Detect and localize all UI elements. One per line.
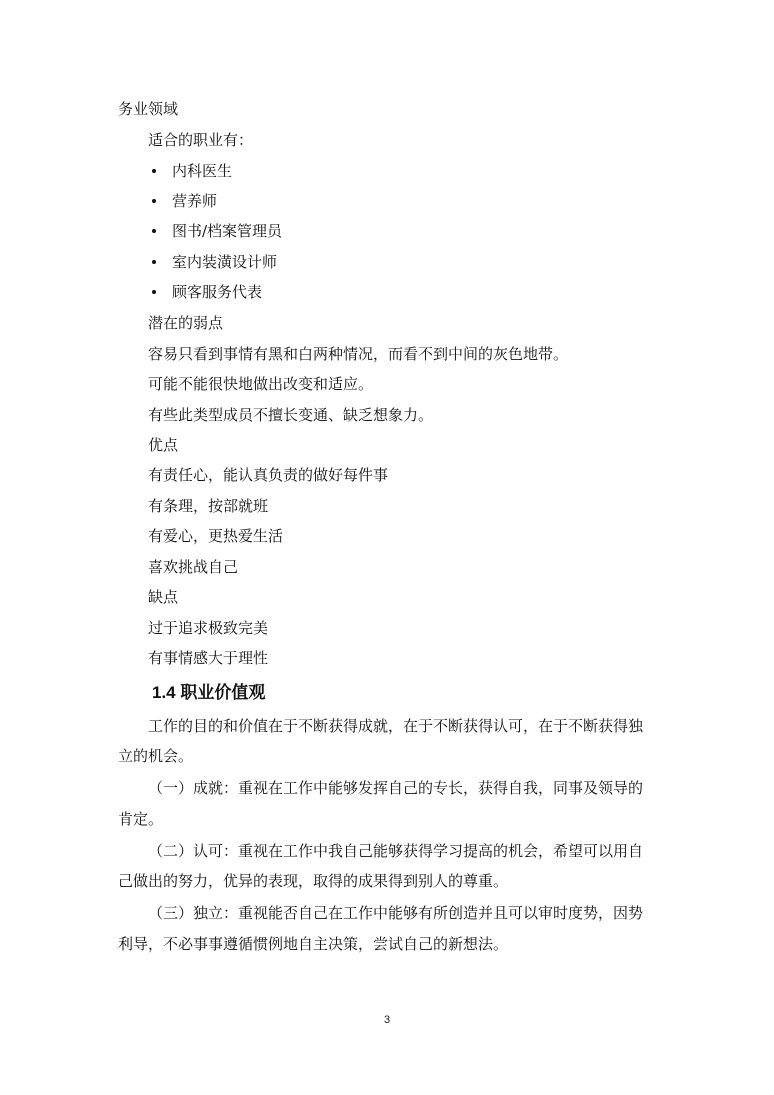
strength-line: 有条理，按部就班 [148,497,269,515]
value-achievement-line: （一）成就：重视在工作中能够发挥自己的专长，获得自我，同事及领导的 [148,779,644,797]
career-label: 营养师 [172,192,218,210]
bullet-icon [152,260,156,264]
strength-line: 有责任心，能认真负责的做好每件事 [148,466,389,484]
career-label: 室内装潢设计师 [172,253,278,271]
page-number: 3 [383,1014,391,1026]
bullet-icon [152,290,156,294]
weakness-line: 容易只看到事情有黑和白两种情况，而看不到中间的灰色地带。 [148,345,569,363]
weaknesses-title: 潜在的弱点 [148,314,224,332]
weakness-line: 可能不能很快地做出改变和适应。 [148,375,374,393]
shortcomings-title: 缺点 [148,588,179,606]
value-independence-line: （三）独立：重视能否自己在工作中能够有所创造并且可以审时度势，因势 [148,904,644,922]
career-label: 图书/档案管理员 [172,222,283,240]
value-recognition-line: 己做出的努力，优异的表现，取得的成果得到别人的尊重。 [118,872,509,890]
value-achievement-line: 肯定。 [118,810,164,828]
bullet-icon [152,169,156,173]
weakness-line: 有些此类型成员不擅长变通、缺乏想象力。 [148,406,434,424]
careers-intro: 适合的职业有： [148,131,254,149]
shortcoming-line: 有事情感大于理性 [148,649,269,667]
section-intro-line: 工作的目的和价值在于不断获得成就，在于不断获得认可，在于不断获得独 [148,717,644,735]
continued-line: 务业领域 [118,100,179,118]
value-recognition-line: （二）认可：重视在工作中我自己能够获得学习提高的机会，希望可以用自 [148,842,644,860]
career-label: 内科医生 [172,162,233,180]
bullet-icon [152,199,156,203]
value-independence-line: 利导，不必事事遵循惯例地自主决策，尝试自己的新想法。 [118,935,509,953]
strengths-title: 优点 [148,436,179,454]
strength-line: 喜欢挑战自己 [148,558,239,576]
career-label: 顾客服务代表 [172,283,263,301]
section-intro-line: 立的机会。 [118,747,194,765]
shortcoming-line: 过于追求极致完美 [148,619,269,637]
bullet-icon [152,229,156,233]
strength-line: 有爱心，更热爱生活 [148,527,284,545]
section-heading: 1.4 职业价值观 [152,683,266,702]
